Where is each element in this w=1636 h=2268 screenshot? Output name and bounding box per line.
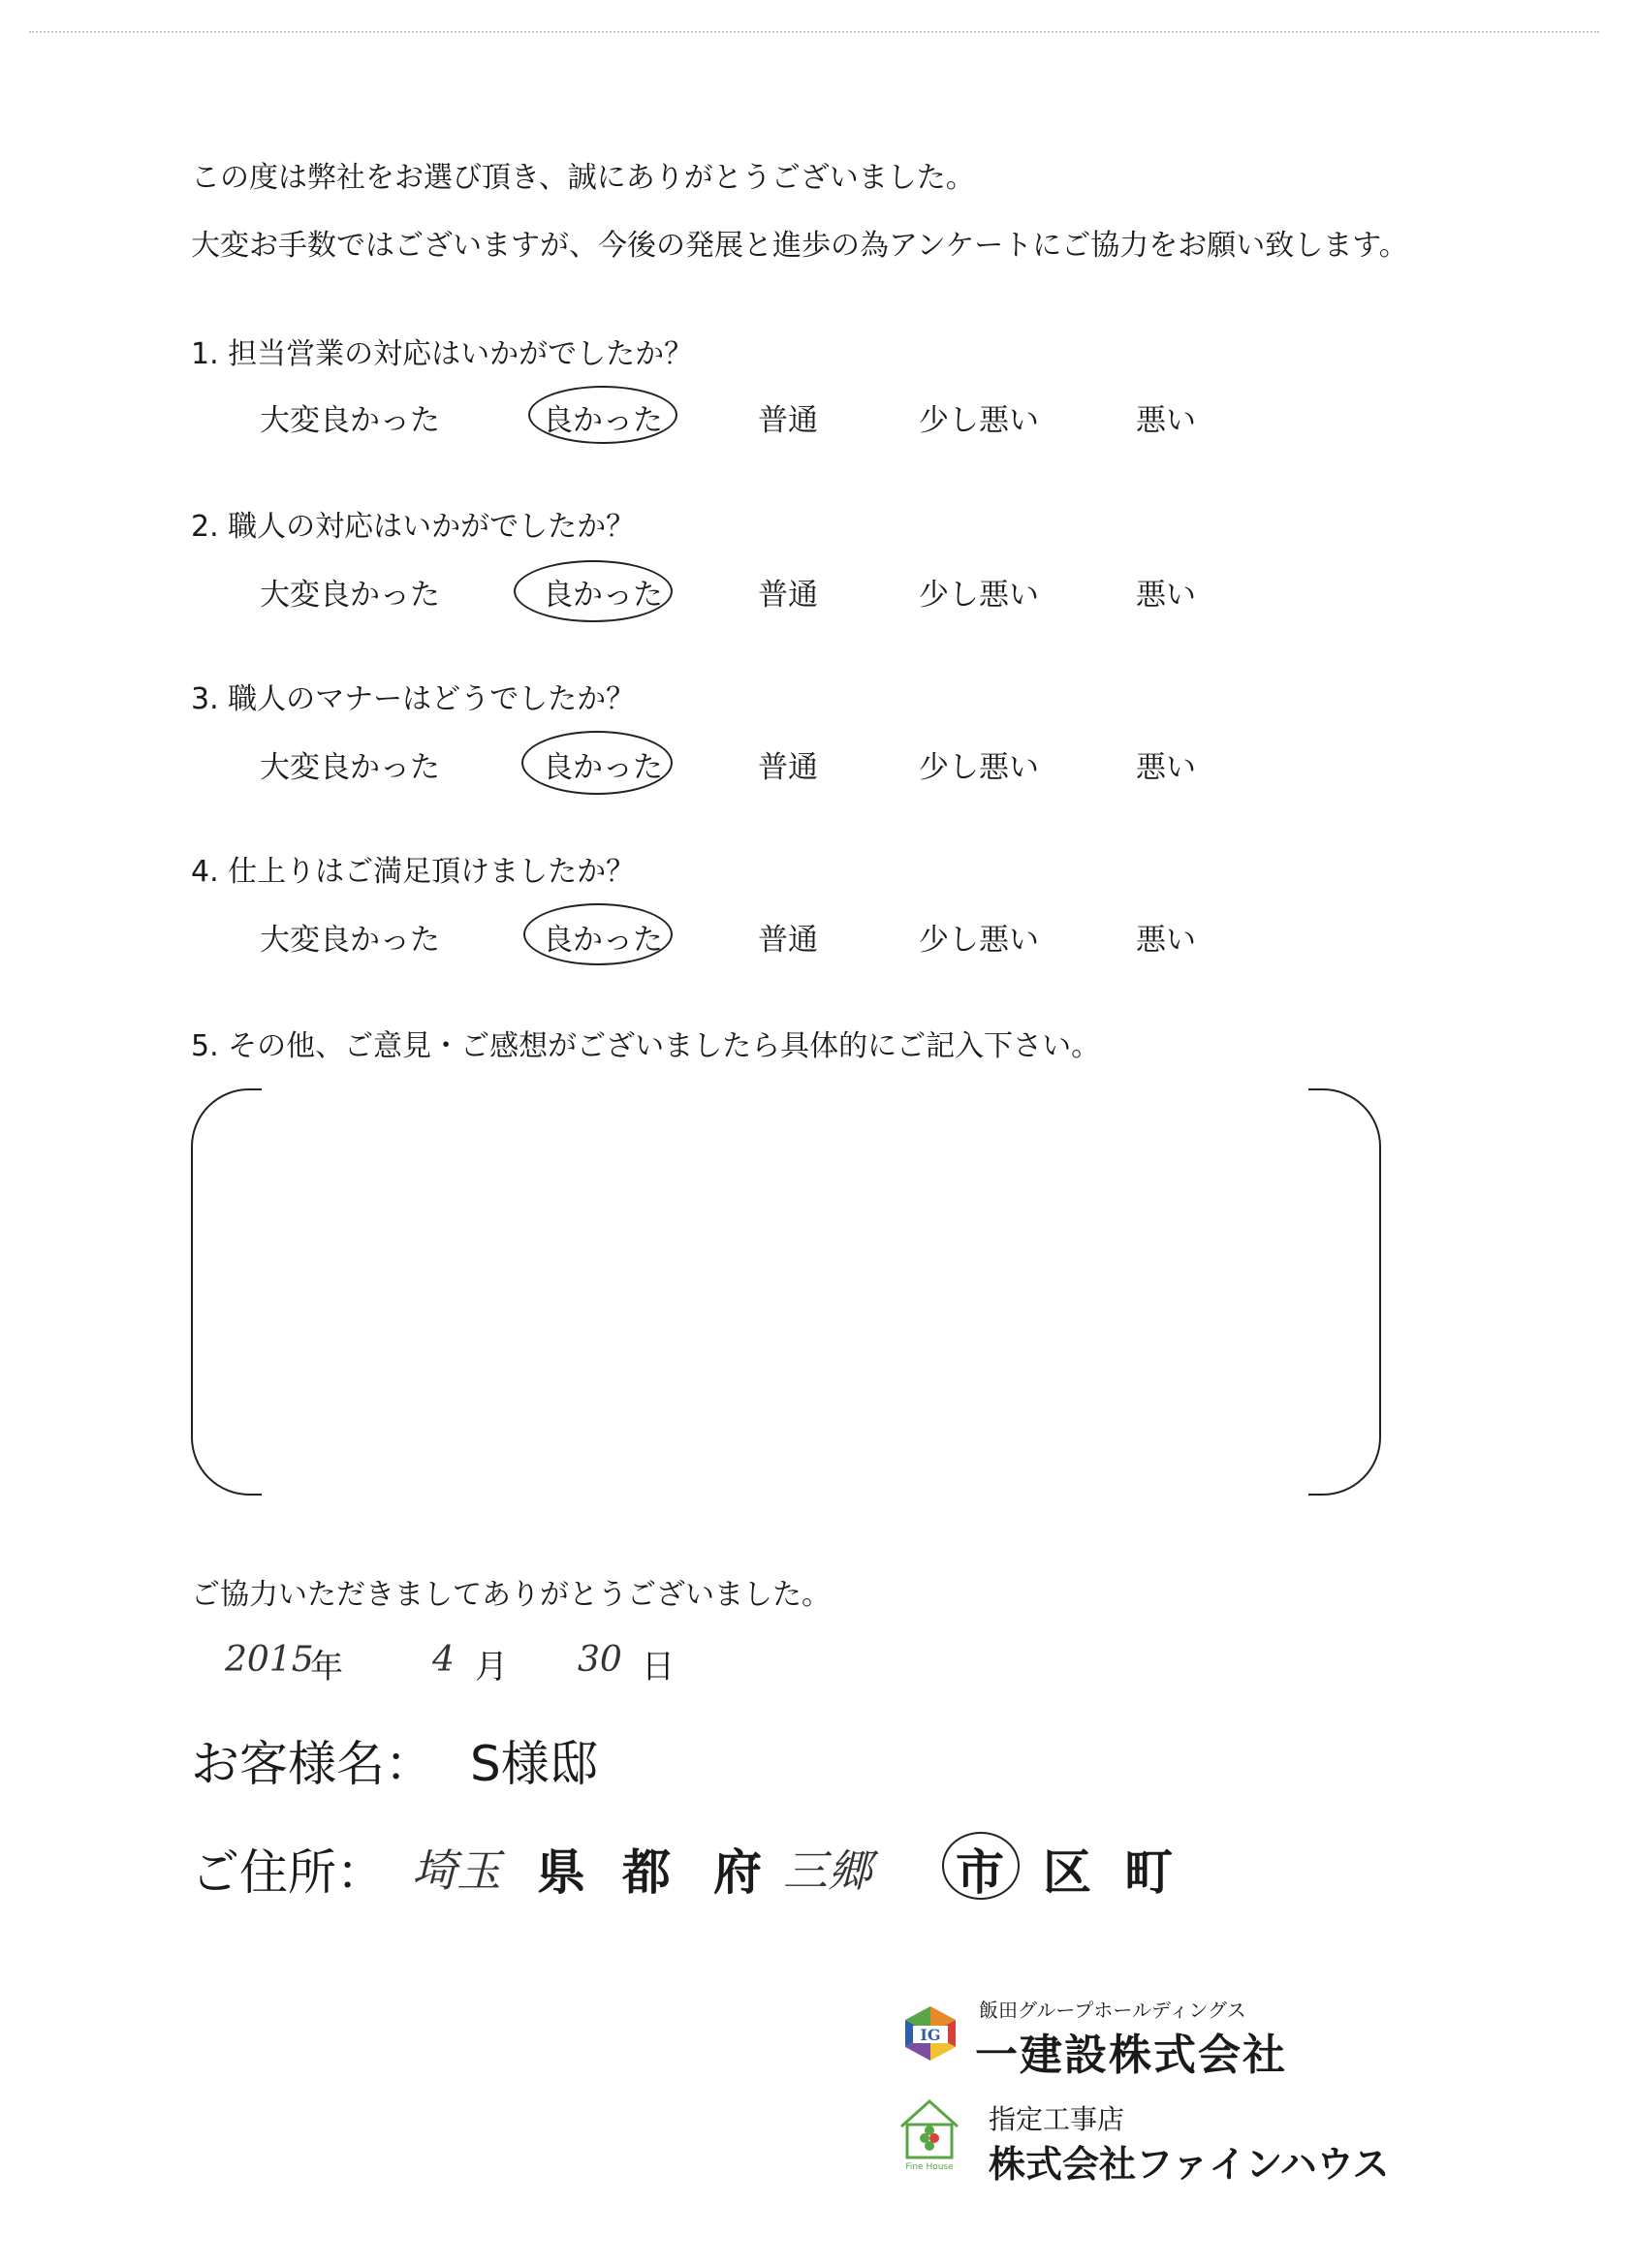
q3-option-normal[interactable]: 普通: [758, 750, 818, 785]
q4-option-normal[interactable]: 普通: [758, 923, 818, 958]
q1-option-very-good[interactable]: 大変良かった: [260, 403, 440, 438]
address-ken: 県: [537, 1844, 585, 1901]
company-name: 一建設株式会社: [975, 2031, 1287, 2080]
comment-box-bottom-gap: [262, 1485, 1308, 1498]
q2-option-slightly-bad[interactable]: 少し悪い: [919, 578, 1039, 613]
question-1-label: 1. 担当営業の対応はいかがでしたか？: [191, 337, 694, 371]
store-name: 株式会社ファインハウス: [989, 2143, 1390, 2186]
date-month-unit: 月: [475, 1648, 508, 1686]
q3-option-very-good[interactable]: 大変良かった: [260, 750, 440, 785]
designation-label: 指定工事店: [989, 2103, 1125, 2135]
address-to: 都: [622, 1844, 671, 1901]
house-logo-icon: [896, 2094, 963, 2171]
q3-option-slightly-bad[interactable]: 少し悪い: [919, 750, 1039, 785]
customer-label: お客様名：: [191, 1736, 433, 1792]
date-day[interactable]: 30: [578, 1640, 622, 1680]
q1-option-good[interactable]: 良かった: [543, 403, 663, 438]
q3-selection-circle: [521, 731, 673, 795]
q3-option-good[interactable]: 良かった: [543, 750, 663, 785]
svg-text:IG: IG: [920, 2026, 941, 2044]
question-2-label: 2. 職人の対応はいかがでしたか？: [191, 510, 636, 544]
ig-logo-icon: [901, 2004, 960, 2063]
q1-option-slightly-bad[interactable]: 少し悪い: [919, 403, 1039, 438]
q2-selection-circle: [514, 560, 673, 622]
question-4-label: 4. 仕上りはご満足頂けましたか？: [191, 855, 636, 889]
question-3-label: 3. 職人のマナーはどうでしたか？: [191, 682, 636, 716]
date-month[interactable]: 4: [432, 1640, 455, 1680]
date-year[interactable]: 2015: [225, 1640, 314, 1680]
address-label: ご住所：: [191, 1844, 385, 1901]
address-city[interactable]: 三郷: [783, 1844, 872, 1897]
question-5-label: 5. その他、ご意見・ご感想がございましたら具体的にご記入下さい。: [191, 1029, 1101, 1063]
comment-box-top-gap: [262, 1082, 1308, 1095]
q4-option-very-good[interactable]: 大変良かった: [260, 923, 440, 958]
q1-selection-circle: [528, 386, 677, 444]
intro-line-2: 大変お手数ではございますが、今後の発展と進歩の為アンケートにご協力をお願い致します。: [191, 229, 1408, 263]
svg-text:Fine House: Fine House: [905, 2162, 954, 2171]
address-ku: 区: [1043, 1844, 1091, 1901]
q4-option-bad[interactable]: 悪い: [1136, 923, 1196, 958]
address-prefecture[interactable]: 埼玉: [412, 1844, 501, 1897]
q2-option-good[interactable]: 良かった: [543, 578, 663, 613]
address-shi-circle: [942, 1832, 1020, 1900]
date-year-unit: 年: [310, 1648, 343, 1686]
date-day-unit: 日: [642, 1648, 675, 1686]
q4-option-slightly-bad[interactable]: 少し悪い: [919, 923, 1039, 958]
address-fu: 府: [713, 1844, 762, 1901]
address-machi: 町: [1124, 1844, 1173, 1901]
q2-option-very-good[interactable]: 大変良かった: [260, 578, 440, 613]
address-shi: 市: [956, 1844, 1004, 1901]
intro-line-1: この度は弊社をお選び頂き、誠にありがとうございました。: [191, 161, 975, 195]
comment-box[interactable]: [191, 1088, 1381, 1496]
q4-option-good[interactable]: 良かった: [543, 923, 663, 958]
q4-selection-circle: [523, 903, 673, 965]
q1-option-normal[interactable]: 普通: [758, 403, 818, 438]
top-border: [29, 31, 1599, 33]
q2-option-normal[interactable]: 普通: [758, 578, 818, 613]
thanks-message: ご協力いただきましてありがとうございました。: [191, 1578, 831, 1612]
q3-option-bad[interactable]: 悪い: [1136, 750, 1196, 785]
q2-option-bad[interactable]: 悪い: [1136, 578, 1196, 613]
q1-option-bad[interactable]: 悪い: [1136, 403, 1196, 438]
customer-name[interactable]: S様邸: [470, 1736, 598, 1792]
group-name: 飯田グループホールディングス: [979, 1999, 1246, 2022]
